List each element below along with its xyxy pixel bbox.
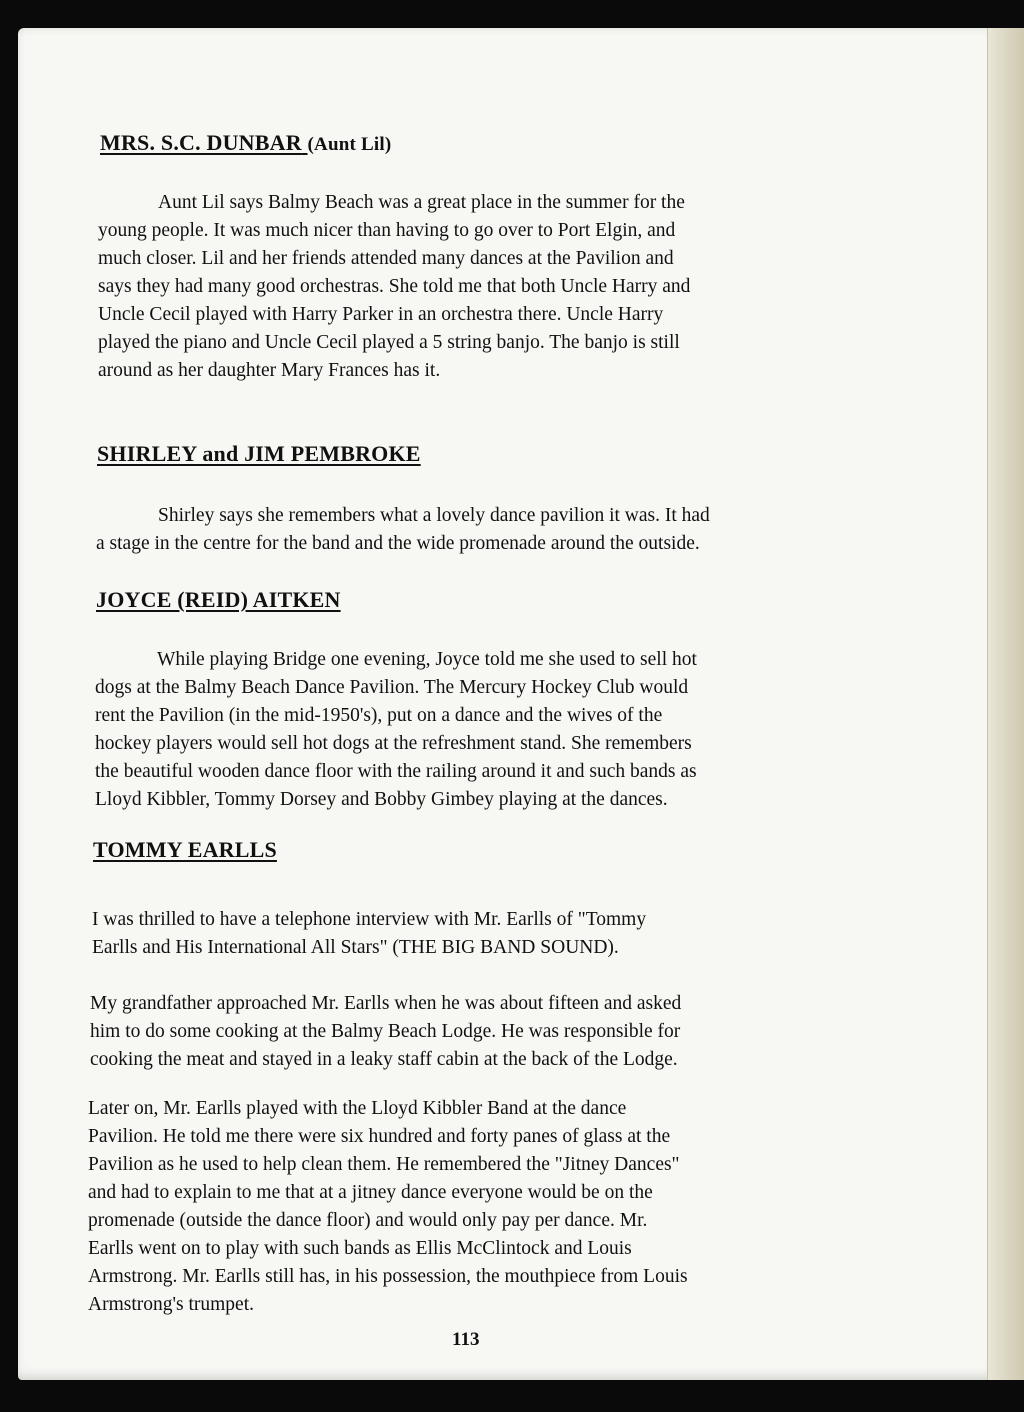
text-line: around as her daughter Mary Frances has it. <box>98 360 441 381</box>
paragraph-pembroke <box>96 502 710 558</box>
paragraph-earlls-1 <box>92 906 646 962</box>
page-number: 113 <box>452 1329 480 1350</box>
text-line: I was thrilled to have a telephone interview with Mr. Earlls of "Tommy <box>92 909 647 930</box>
text-line: Armstrong's trumpet. <box>88 1294 254 1315</box>
text-line: Pavilion as he used to help clean them. He remembered the "Jitney Dances" <box>88 1154 680 1175</box>
text-line: Lloyd Kibbler, Tommy Dorsey and Bobby Gimbey playing at the dances. <box>95 789 668 810</box>
text-line: played the piano and Uncle Cecil played a 5 string banjo. The banjo is still <box>98 332 680 353</box>
text-line: Shirley says she remembers what a lovely dance pavilion it was. It had <box>158 505 710 526</box>
text-line: Earlls went on to play with such bands as Ellis McClintock and Louis <box>88 1238 632 1259</box>
text-line: My grandfather approached Mr. Earlls when he was about fifteen and asked <box>90 993 682 1014</box>
text-line: rent the Pavilion (in the mid-1950's), put on a dance and the wives of the <box>95 705 663 726</box>
text-line: young people. It was much nicer than having to go over to Port Elgin, and <box>98 220 676 241</box>
heading-aitken <box>96 587 341 613</box>
text-line: a stage in the centre for the band and the wide promenade around the outside. <box>96 533 700 554</box>
heading-dunbar <box>100 130 391 156</box>
text-line: hockey players would sell hot dogs at the refreshment stand. She remembers <box>95 733 692 754</box>
text-line: Aunt Lil says Balmy Beach was a great place in the summer for the <box>158 192 685 213</box>
heading-earlls <box>93 837 277 863</box>
text-line: While playing Bridge one evening, Joyce told me she used to sell hot <box>157 649 697 670</box>
text-line: Uncle Cecil played with Harry Parker in an orchestra there. Uncle Harry <box>98 304 664 325</box>
paragraph-aitken <box>95 646 697 814</box>
paragraph-earlls-2 <box>90 990 681 1074</box>
text-line: the beautiful wooden dance floor with the railing around it and such bands as <box>95 761 697 782</box>
text-line: and had to explain to me that at a jitney dance everyone would be on the <box>88 1182 653 1203</box>
heading-dunbar-name: MRS. S.C. DUNBAR <box>100 130 302 155</box>
paragraph-earlls-3 <box>88 1095 688 1319</box>
text-line: says they had many good orchestras. She told me that both Uncle Harry and <box>98 276 691 297</box>
paragraph-dunbar <box>98 189 690 385</box>
text-line: Armstrong. Mr. Earlls still has, in his possession, the mouthpiece from Louis <box>88 1266 688 1287</box>
heading-dunbar-suffix: (Aunt Lil) <box>307 134 392 155</box>
text-line: Later on, Mr. Earlls played with the Lloyd Kibbler Band at the dance <box>88 1098 627 1119</box>
text-line: dogs at the Balmy Beach Dance Pavilion. The Mercury Hockey Club would <box>95 677 689 698</box>
heading-pembroke-name: SHIRLEY and JIM PEMBROKE <box>97 441 421 466</box>
text-line: him to do some cooking at the Balmy Beach Lodge. He was responsible for <box>90 1021 681 1042</box>
text-line: Pavilion. He told me there were six hundred and forty panes of glass at the <box>88 1126 671 1147</box>
heading-pembroke <box>97 441 421 467</box>
text-line: much closer. Lil and her friends attended many dances at the Pavilion and <box>98 248 674 269</box>
heading-aitken-name: JOYCE (REID) AITKEN <box>96 587 341 612</box>
text-line: cooking the meat and stayed in a leaky staff cabin at the back of the Lodge. <box>90 1049 678 1070</box>
text-line: Earlls and His International All Stars" (THE BIG BAND SOUND). <box>92 937 619 958</box>
heading-earlls-name: TOMMY EARLLS <box>93 837 277 862</box>
text-line: promenade (outside the dance floor) and would only pay per dance. Mr. <box>88 1210 648 1231</box>
